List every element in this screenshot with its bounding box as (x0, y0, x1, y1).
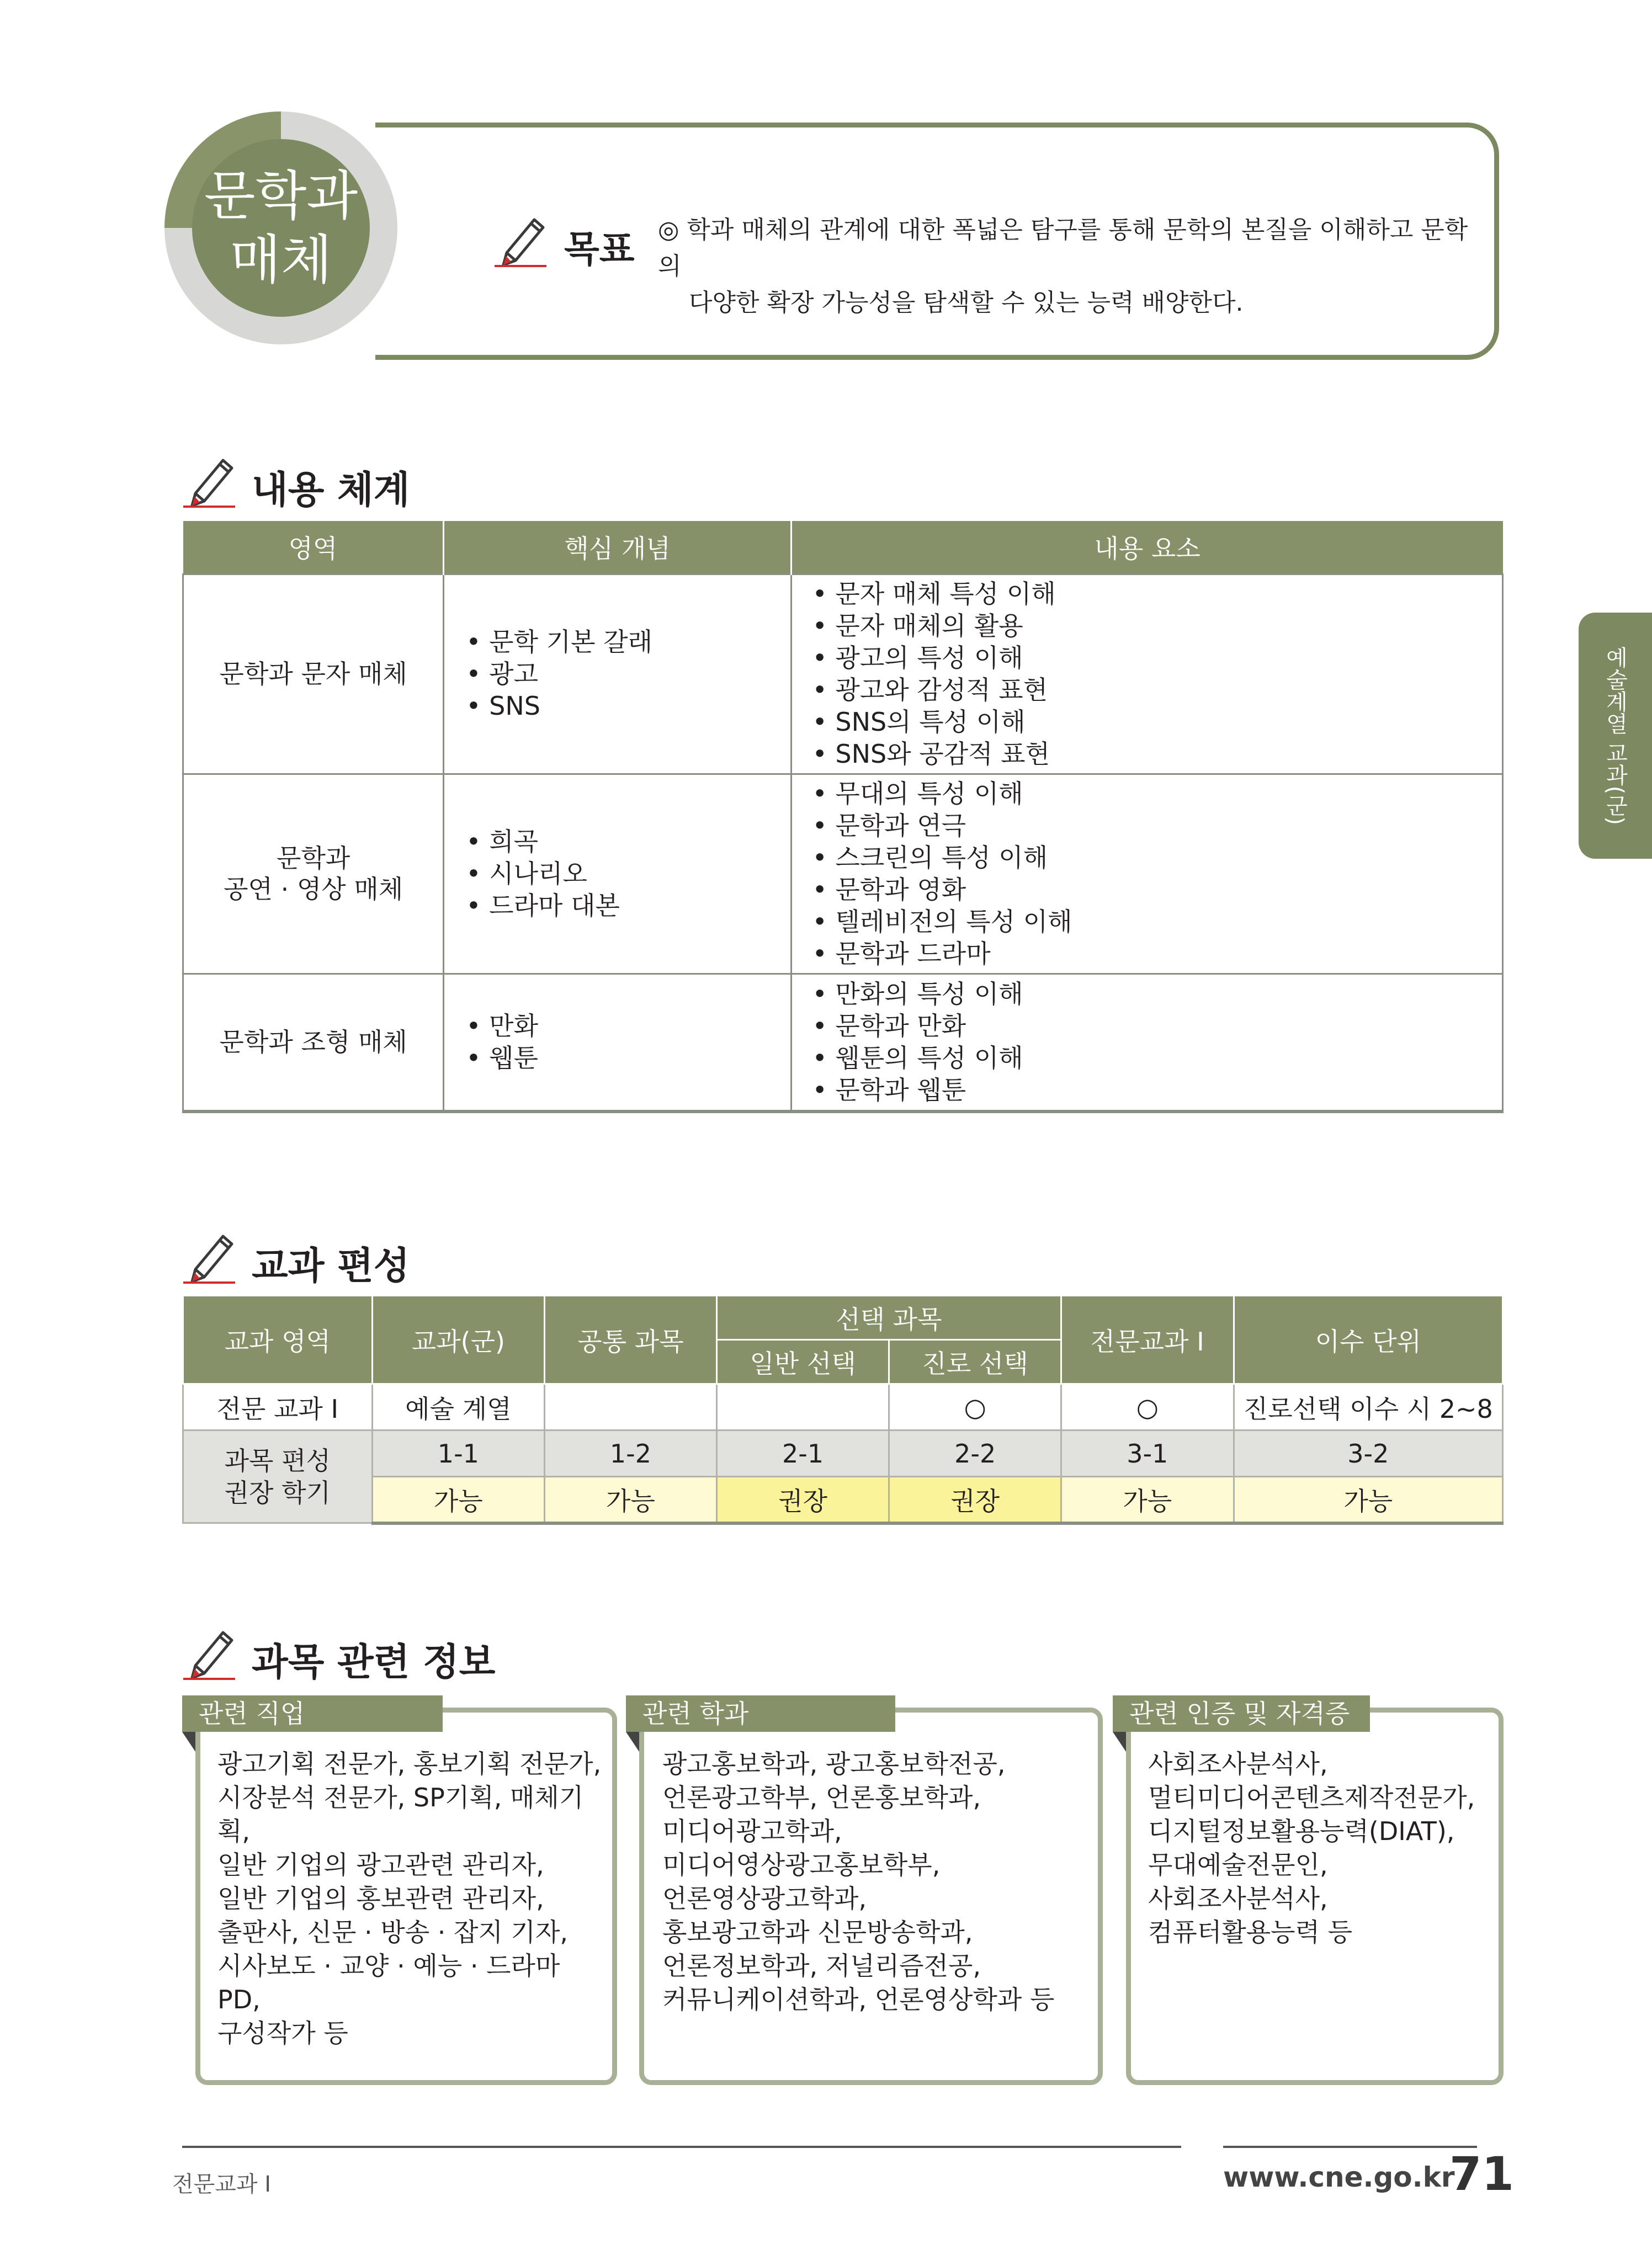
elements-cell (791, 774, 1502, 974)
col-header-units: 이수 단위 (1234, 1296, 1502, 1384)
related-depts-list (662, 1747, 1093, 2017)
list-item: • 무대의 특성 이해 (812, 778, 1501, 810)
list-item: 시장분석 전문가, SP기획, 매체기획, (217, 1783, 584, 1846)
col-header-area: 영역 (183, 521, 444, 574)
table-row (183, 1384, 1503, 1431)
list-item: 광고홍보학과, 광고홍보학전공, (662, 1749, 1006, 1779)
list-item: 광고기획 전문가, 홍보기획 전문가, (217, 1749, 602, 1779)
table-cell: 전문 교과 I (183, 1384, 373, 1431)
title-line-2: 매체 (230, 229, 332, 291)
list-item: 시사보도 · 교양 · 예능 · 드라마 PD, (217, 1951, 560, 2014)
semester-cell: 2-2 (889, 1431, 1061, 1477)
list-item: • 만화 (466, 1010, 789, 1042)
tab-corner (626, 1732, 639, 1752)
table-cell: ○ (1061, 1384, 1234, 1431)
section-title-content: 내용 체계 (252, 469, 410, 512)
list-item: 미디어광고학과, (662, 1816, 842, 1846)
goal-text-line-1: ◎ 학과 매체의 관계에 대한 폭넓은 탐구를 통해 문학의 본질을 이해하고 문학의 (658, 216, 1468, 280)
list-item: • 문학과 연극 (812, 810, 1501, 842)
col-header-general: 일반 선택 (716, 1340, 889, 1384)
col-header-area: 교과 영역 (183, 1296, 373, 1384)
goal-text (658, 212, 1475, 321)
footer-section-label: 전문교과 Ⅰ (172, 2172, 272, 2197)
list-item: 언론정보학과, 저널리즘전공, (662, 1951, 981, 1981)
goal-text-line-2: 다양한 확장 가능성을 탐색할 수 있는 능력 배양한다. (689, 289, 1244, 317)
pencil-icon (491, 208, 552, 268)
list-item: 일반 기업의 홍보관련 관리자, (217, 1884, 544, 1913)
related-certs-tab: 관련 인증 및 자격증 (1113, 1695, 1370, 1732)
list-item: • 광고와 감성적 표현 (812, 674, 1501, 706)
col-header-elective: 선택 과목 (716, 1296, 1061, 1340)
list-item: • 웹툰의 특성 이해 (812, 1042, 1501, 1074)
footer-url[interactable]: www.cne.go.kr (1223, 2161, 1455, 2193)
table-row (183, 974, 1503, 1112)
col-header-elements: 내용 요소 (791, 521, 1502, 574)
list-item: • 문학과 웹툰 (812, 1074, 1501, 1106)
pencil-icon (180, 1224, 241, 1285)
table-row (183, 1431, 1503, 1477)
list-item: 멀티미디어콘텐츠제작전문가, (1148, 1783, 1475, 1812)
area-text: 문학과 문자 매체 (219, 659, 407, 689)
tab-corner (1113, 1732, 1126, 1752)
list-item: 구성작가 등 (217, 2018, 348, 2048)
list-item: • 웹툰 (466, 1042, 789, 1074)
related-certs-list (1148, 1747, 1496, 1949)
table-row (183, 1477, 1503, 1523)
related-jobs-tab: 관련 직업 (182, 1695, 443, 1732)
list-item: 언론광고학부, 언론홍보학과, (662, 1783, 981, 1812)
col-header-special: 전문교과 I (1061, 1296, 1234, 1384)
table-row (183, 774, 1503, 974)
recommend-cell: 가능 (1234, 1477, 1502, 1523)
title-badge (192, 139, 370, 317)
semester-cell: 3-2 (1234, 1431, 1502, 1477)
list-item: 미디어영상광고홍보학부, (662, 1850, 941, 1880)
list-item: • 문학과 영화 (812, 874, 1501, 906)
area-text: 문학과 조형 매체 (219, 1027, 407, 1057)
list-item: 사회조사분석사, (1148, 1749, 1328, 1779)
list-item: • SNS와 공감적 표현 (812, 738, 1501, 770)
section-title-related: 과목 관련 정보 (252, 1641, 496, 1684)
section-title-curriculum: 교과 편성 (252, 1245, 410, 1288)
list-item: 사회조사분석사, (1148, 1884, 1328, 1913)
concept-cell (444, 574, 791, 774)
col-header-subject: 교과(군) (372, 1296, 545, 1384)
list-item: • SNS (466, 690, 789, 722)
list-item: • 시나리오 (466, 858, 789, 890)
elements-cell (791, 974, 1502, 1112)
col-header-career: 진로 선택 (889, 1340, 1061, 1384)
recommend-cell: 가능 (372, 1477, 545, 1523)
side-tab (1579, 613, 1652, 859)
list-item: • 희곡 (466, 826, 789, 858)
tab-corner (182, 1732, 195, 1752)
curriculum-table (182, 1295, 1504, 1525)
pencil-icon (180, 448, 241, 509)
area-text: 공연 · 영상 매체 (224, 874, 403, 904)
table-cell (716, 1384, 889, 1431)
list-item: 출판사, 신문 · 방송 · 잡지 기자, (217, 1917, 569, 1947)
footer-divider-right (1223, 2146, 1477, 2148)
list-item: 언론영상광고학과, (662, 1884, 867, 1913)
table-cell (545, 1384, 717, 1431)
list-item: 디지털정보활용능력(DIAT), (1148, 1816, 1455, 1846)
list-item: • 문자 매체 특성 이해 (812, 578, 1501, 610)
page-number: 71 (1449, 2147, 1514, 2201)
table-cell: ○ (889, 1384, 1061, 1431)
semester-cell: 2-1 (716, 1431, 889, 1477)
list-item: • 드라마 대본 (466, 890, 789, 922)
semester-cell: 3-1 (1061, 1431, 1234, 1477)
list-item: • 광고의 특성 이해 (812, 642, 1501, 674)
area-text: 문학과 (277, 843, 350, 873)
list-item: • 만화의 특성 이해 (812, 978, 1501, 1010)
list-item: 홍보광고학과 신문방송학과, (662, 1917, 973, 1947)
concept-cell (444, 974, 791, 1112)
elements-cell (791, 574, 1502, 774)
semester-cell: 1-1 (372, 1431, 545, 1477)
goal-label: 목표 (564, 228, 635, 270)
list-item: 일반 기업의 광고관련 관리자, (217, 1850, 544, 1880)
list-item: 커뮤니케이션학과, 언론영상학과 등 (662, 1985, 1055, 2014)
title-line-1: 문학과 (204, 165, 358, 227)
list-item: • 광고 (466, 658, 789, 690)
list-item: • 문학과 만화 (812, 1010, 1501, 1042)
concept-cell (444, 774, 791, 974)
content-system-table (182, 521, 1504, 1113)
list-item: 무대예술전문인, (1148, 1850, 1328, 1880)
row-header-line: 권장 학기 (224, 1477, 331, 1508)
list-item: • 문학과 드라마 (812, 938, 1501, 970)
list-item: • SNS의 특성 이해 (812, 706, 1501, 738)
recommend-cell: 가능 (1061, 1477, 1234, 1523)
row-header-line: 과목 편성 (224, 1445, 331, 1476)
list-item: • 텔레비전의 특성 이해 (812, 906, 1501, 938)
pencil-icon (180, 1620, 241, 1681)
list-item: • 스크린의 특성 이해 (812, 842, 1501, 874)
table-cell: 예술 계열 (372, 1384, 545, 1431)
semester-cell: 1-2 (545, 1431, 717, 1477)
row-header (183, 1431, 373, 1523)
col-header-concept: 핵심 개념 (444, 521, 791, 574)
table-cell: 진로선택 이수 시 2~8 (1234, 1384, 1502, 1431)
recommend-cell: 권장 (716, 1477, 889, 1523)
side-tab-label: 예술계열 교과(군) (1602, 646, 1628, 825)
list-item: • 문자 매체의 활용 (812, 610, 1501, 642)
area-cell (183, 974, 444, 1112)
table-row (183, 574, 1503, 774)
col-header-common: 공통 과목 (545, 1296, 717, 1384)
footer-divider-left (182, 2146, 1181, 2148)
list-item: 컴퓨터활용능력 등 (1148, 1917, 1353, 1947)
recommend-cell: 가능 (545, 1477, 717, 1523)
related-depts-tab: 관련 학과 (626, 1695, 895, 1732)
area-cell (183, 774, 444, 974)
recommend-cell: 권장 (889, 1477, 1061, 1523)
area-cell (183, 574, 444, 774)
related-jobs-list (217, 1747, 604, 2050)
list-item: • 문학 기본 갈래 (466, 626, 789, 658)
